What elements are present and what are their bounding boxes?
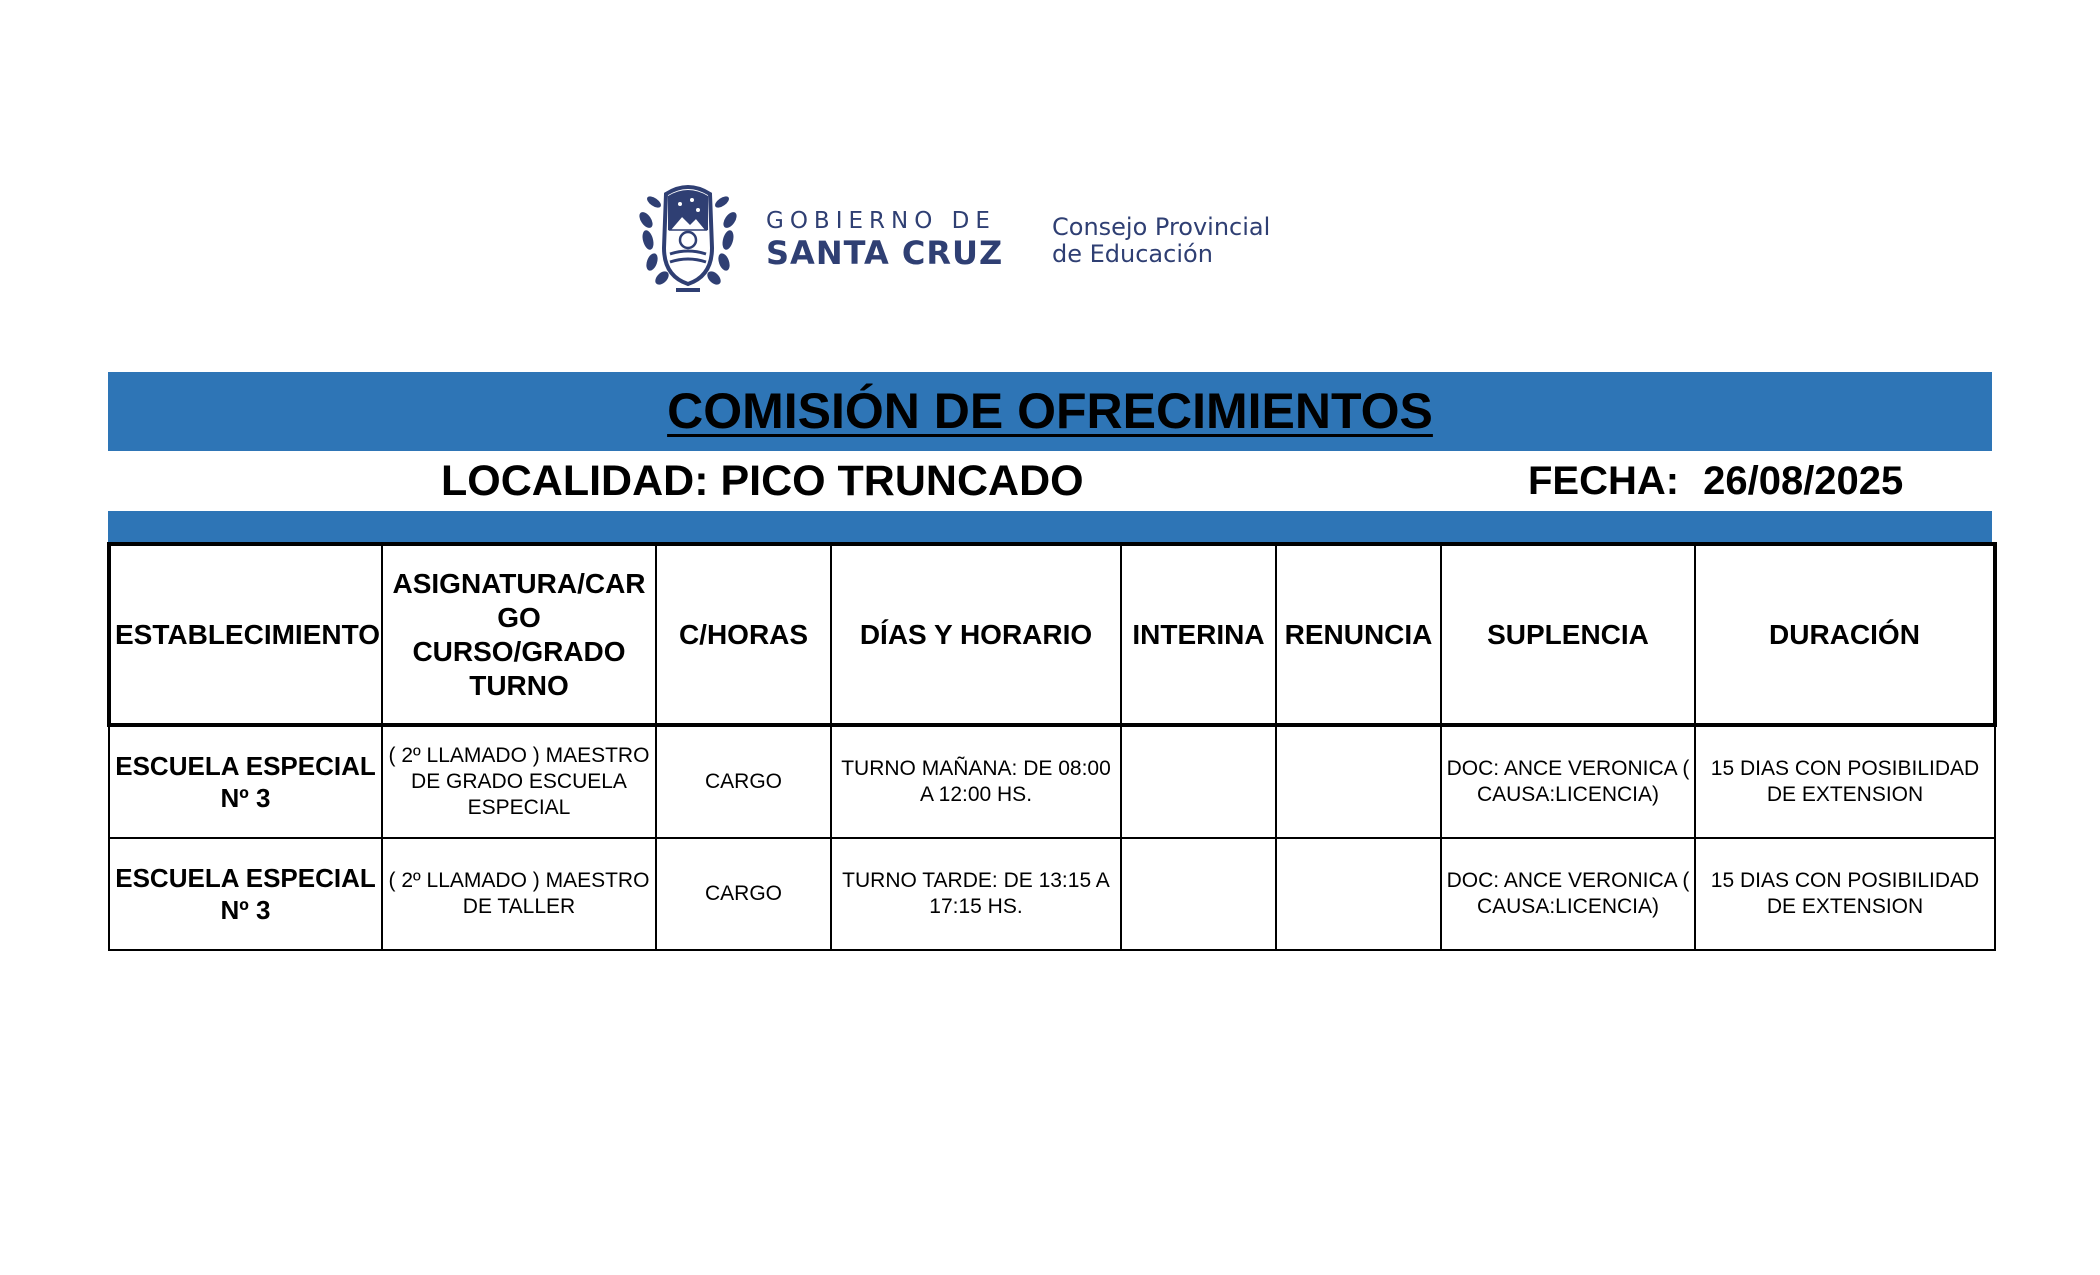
cell-suplencia: DOC: ANCE VERONICA ( CAUSA:LICENCIA) [1441,725,1695,838]
locality-label: LOCALIDAD: PICO TRUNCADO [441,457,1084,505]
logo-council-line2: de Educación [1052,240,1213,268]
cell-asignatura: ( 2º LLAMADO ) MAESTRO DE GRADO ESCUELA ESPECIAL [382,725,656,838]
logo-council-line1: Consejo Provincial [1052,213,1271,241]
page-title: COMISIÓN DE OFRECIMIENTOS [667,383,1433,439]
cell-establecimiento: ESCUELA ESPECIAL Nº 3 [109,725,382,838]
table-row [109,725,1995,838]
cell-suplencia: DOC: ANCE VERONICA ( CAUSA:LICENCIA) [1441,838,1695,950]
cell-asignatura: ( 2º LLAMADO ) MAESTRO DE TALLER [382,838,656,950]
column-header-renuncia: RENUNCIA [1276,544,1441,725]
cell-horas: CARGO [656,725,831,838]
separator-band [108,511,1992,542]
cell-interina [1121,838,1276,950]
provincial-seal-icon [636,178,740,298]
date-value: 26/08/2025 [1703,459,1904,503]
cell-horas: CARGO [656,838,831,950]
column-header-interina: INTERINA [1121,544,1276,725]
column-header-horas: C/HORAS [656,544,831,725]
date-field [1528,452,1903,510]
cell-horario: TURNO TARDE: DE 13:15 A 17:15 HS. [831,838,1121,950]
column-header-establecimiento: ESTABLECIMIENTO [109,544,382,725]
column-header-duracion: DURACIÓN [1695,544,1995,725]
cell-renuncia [1276,725,1441,838]
cell-establecimiento: ESCUELA ESPECIAL Nº 3 [109,838,382,950]
cell-duracion: 15 DIAS CON POSIBILIDAD DE EXTENSION [1695,725,1995,838]
logo-government-line2: SANTA CRUZ [766,234,1004,272]
title-band [108,372,1992,451]
cell-renuncia [1276,838,1441,950]
column-header-horario: DÍAS Y HORARIO [831,544,1121,725]
cell-horario: TURNO MAÑANA: DE 08:00 A 12:00 HS. [831,725,1121,838]
offers-table [107,542,1997,951]
date-label: FECHA: [1528,459,1680,503]
institution-logo [636,178,1296,300]
cell-duracion: 15 DIAS CON POSIBILIDAD DE EXTENSION [1695,838,1995,950]
table-row [109,838,1995,950]
logo-government-line1: GOBIERNO DE [766,208,996,234]
column-header-suplencia: SUPLENCIA [1441,544,1695,725]
cell-interina [1121,725,1276,838]
table-header-row [109,544,1995,725]
column-header-asignatura: ASIGNATURA/CAR GO CURSO/GRADO TURNO [382,544,656,725]
